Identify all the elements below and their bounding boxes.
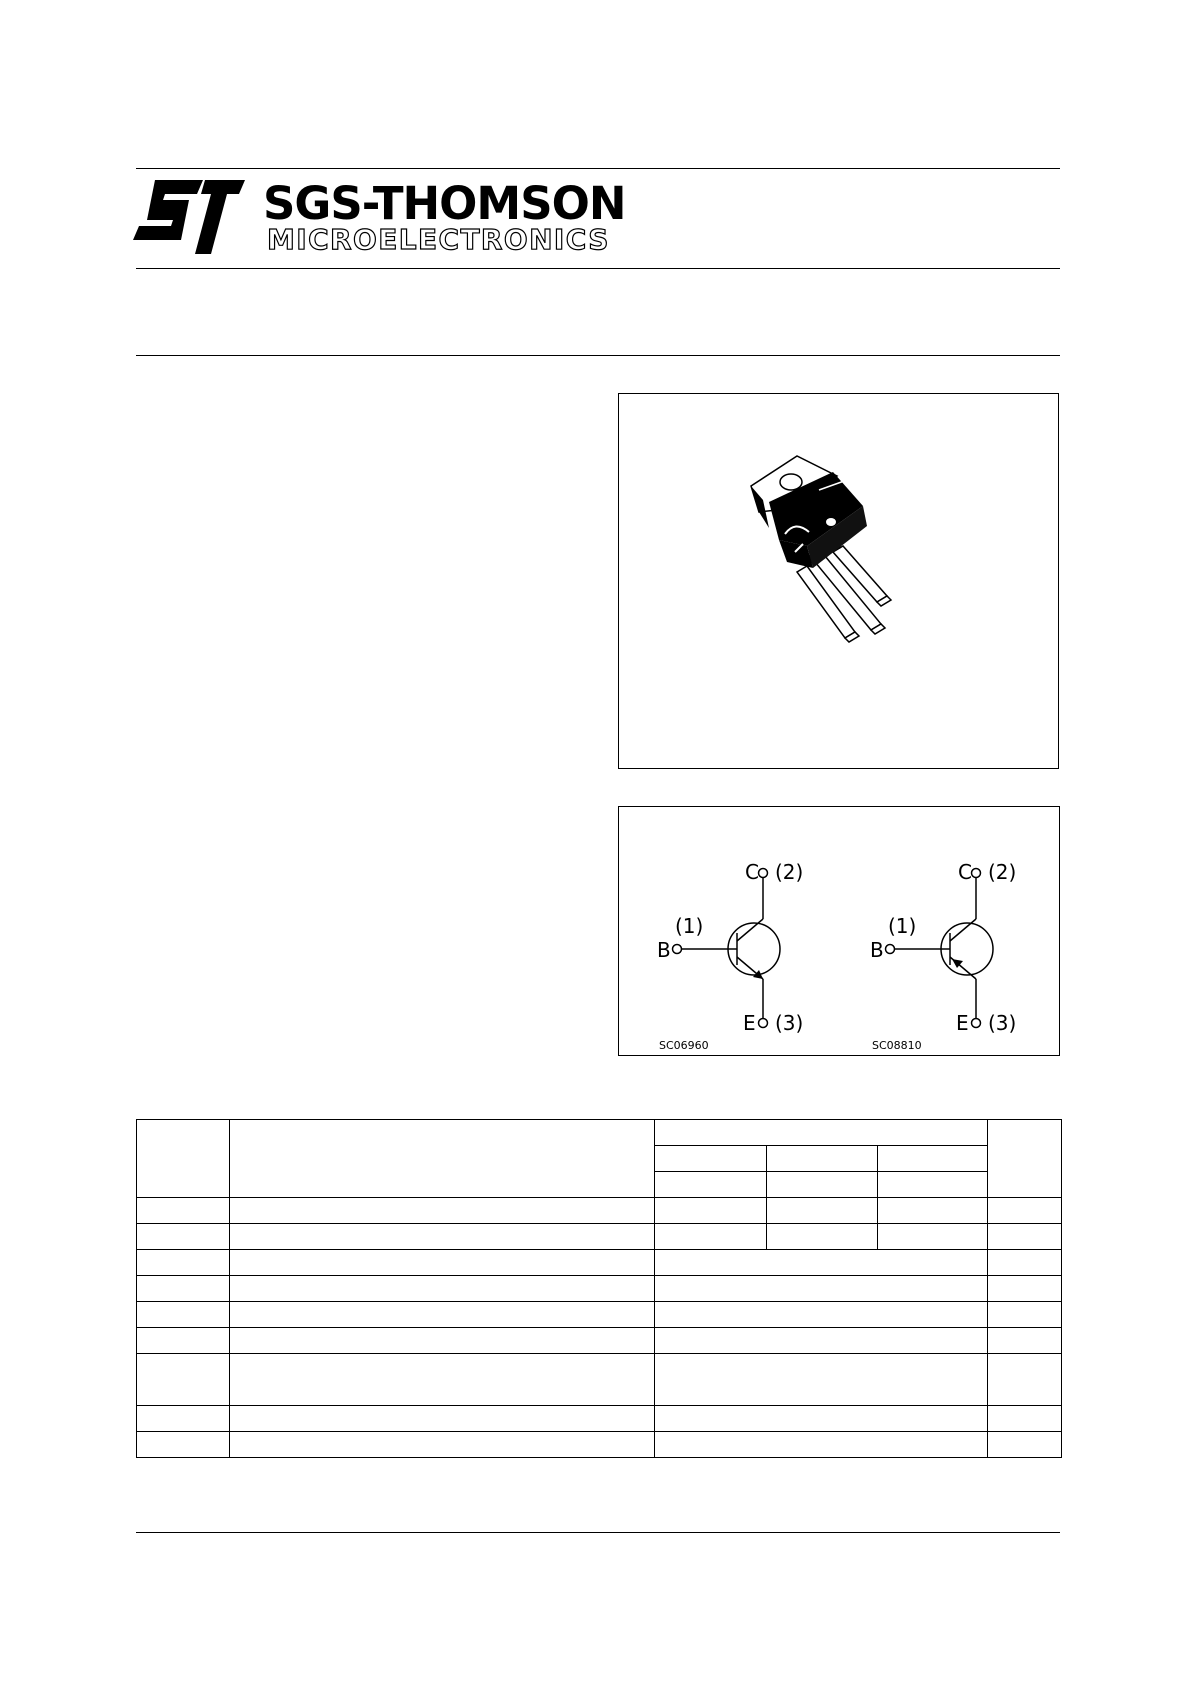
table-cell xyxy=(988,1406,1062,1432)
table-cell xyxy=(230,1224,655,1250)
table-cell xyxy=(988,1354,1062,1406)
left-collector-number: (2) xyxy=(775,860,804,884)
table-cell xyxy=(655,1120,988,1146)
table-cell xyxy=(655,1250,988,1276)
table-cell xyxy=(988,1276,1062,1302)
table-cell xyxy=(878,1224,988,1250)
table-row xyxy=(137,1276,1062,1302)
table-row xyxy=(137,1432,1062,1458)
table-cell xyxy=(230,1276,655,1302)
table-cell xyxy=(988,1198,1062,1224)
npn-transistor-symbol xyxy=(673,869,781,1028)
to220-package-icon xyxy=(619,394,1058,768)
internal-schematic-box xyxy=(618,806,1060,1056)
right-emitter-number: (3) xyxy=(988,1011,1017,1035)
table-row xyxy=(137,1250,1062,1276)
table-cell xyxy=(137,1276,230,1302)
left-collector-pin: C xyxy=(745,860,759,884)
table-cell xyxy=(988,1120,1062,1198)
table-cell xyxy=(988,1328,1062,1354)
left-emitter-pin: E xyxy=(743,1011,756,1035)
table-cell xyxy=(137,1198,230,1224)
table-cell xyxy=(878,1198,988,1224)
table-cell xyxy=(767,1224,878,1250)
table-cell xyxy=(655,1276,988,1302)
brand-name: SGS-THOMSON xyxy=(263,177,626,230)
right-emitter-pin: E xyxy=(956,1011,969,1035)
table-cell xyxy=(767,1198,878,1224)
right-collector-number: (2) xyxy=(988,860,1017,884)
table-cell xyxy=(230,1432,655,1458)
table-cell xyxy=(988,1302,1062,1328)
table-cell xyxy=(988,1224,1062,1250)
header-top-rule xyxy=(136,168,1060,169)
left-emitter-number: (3) xyxy=(775,1011,804,1035)
table-cell xyxy=(878,1146,988,1172)
transistor-schematic-diagram xyxy=(619,807,1059,1055)
table-cell xyxy=(655,1172,767,1198)
table-cell xyxy=(230,1302,655,1328)
table-row xyxy=(137,1406,1062,1432)
table-cell xyxy=(137,1302,230,1328)
table-row xyxy=(137,1354,1062,1406)
table-cell xyxy=(137,1432,230,1458)
left-schematic-code: SC06960 xyxy=(659,1039,709,1052)
right-base-pin: B xyxy=(870,938,884,962)
table-cell xyxy=(137,1328,230,1354)
table-cell xyxy=(230,1198,655,1224)
absolute-ratings-table xyxy=(136,1119,1062,1458)
footer-rule xyxy=(136,1532,1060,1533)
table-cell xyxy=(655,1328,988,1354)
pnp-transistor-symbol xyxy=(886,869,994,1028)
table-cell xyxy=(878,1172,988,1198)
table-row xyxy=(137,1224,1062,1250)
table-row xyxy=(137,1328,1062,1354)
table-cell xyxy=(655,1406,988,1432)
table-cell xyxy=(655,1432,988,1458)
right-schematic-code: SC08810 xyxy=(872,1039,922,1052)
table-cell xyxy=(230,1354,655,1406)
table-cell xyxy=(655,1224,767,1250)
table-row xyxy=(137,1198,1062,1224)
table-cell xyxy=(230,1250,655,1276)
right-collector-pin: C xyxy=(958,860,972,884)
left-base-pin: B xyxy=(657,938,671,962)
package-image-box xyxy=(618,393,1059,769)
table-cell xyxy=(655,1146,767,1172)
table-cell xyxy=(655,1198,767,1224)
right-base-number: (1) xyxy=(888,914,917,938)
company-logo xyxy=(133,177,626,258)
table-cell xyxy=(767,1146,878,1172)
left-base-number: (1) xyxy=(675,914,704,938)
table-cell xyxy=(137,1224,230,1250)
table-cell xyxy=(137,1120,230,1198)
title-rule xyxy=(136,355,1060,356)
table-cell xyxy=(655,1354,988,1406)
table-cell xyxy=(230,1406,655,1432)
table-cell xyxy=(230,1328,655,1354)
st-logo-icon xyxy=(133,178,245,254)
table-row xyxy=(137,1302,1062,1328)
table-cell xyxy=(767,1172,878,1198)
table-cell xyxy=(230,1120,655,1198)
table-cell xyxy=(655,1302,988,1328)
header-bottom-rule xyxy=(136,268,1060,269)
brand-subtitle: MICROELECTRONICS xyxy=(267,223,610,256)
table-cell xyxy=(988,1432,1062,1458)
table-cell xyxy=(137,1250,230,1276)
table-cell xyxy=(988,1250,1062,1276)
table-cell xyxy=(137,1354,230,1406)
table-cell xyxy=(137,1406,230,1432)
table-row xyxy=(137,1120,1062,1146)
